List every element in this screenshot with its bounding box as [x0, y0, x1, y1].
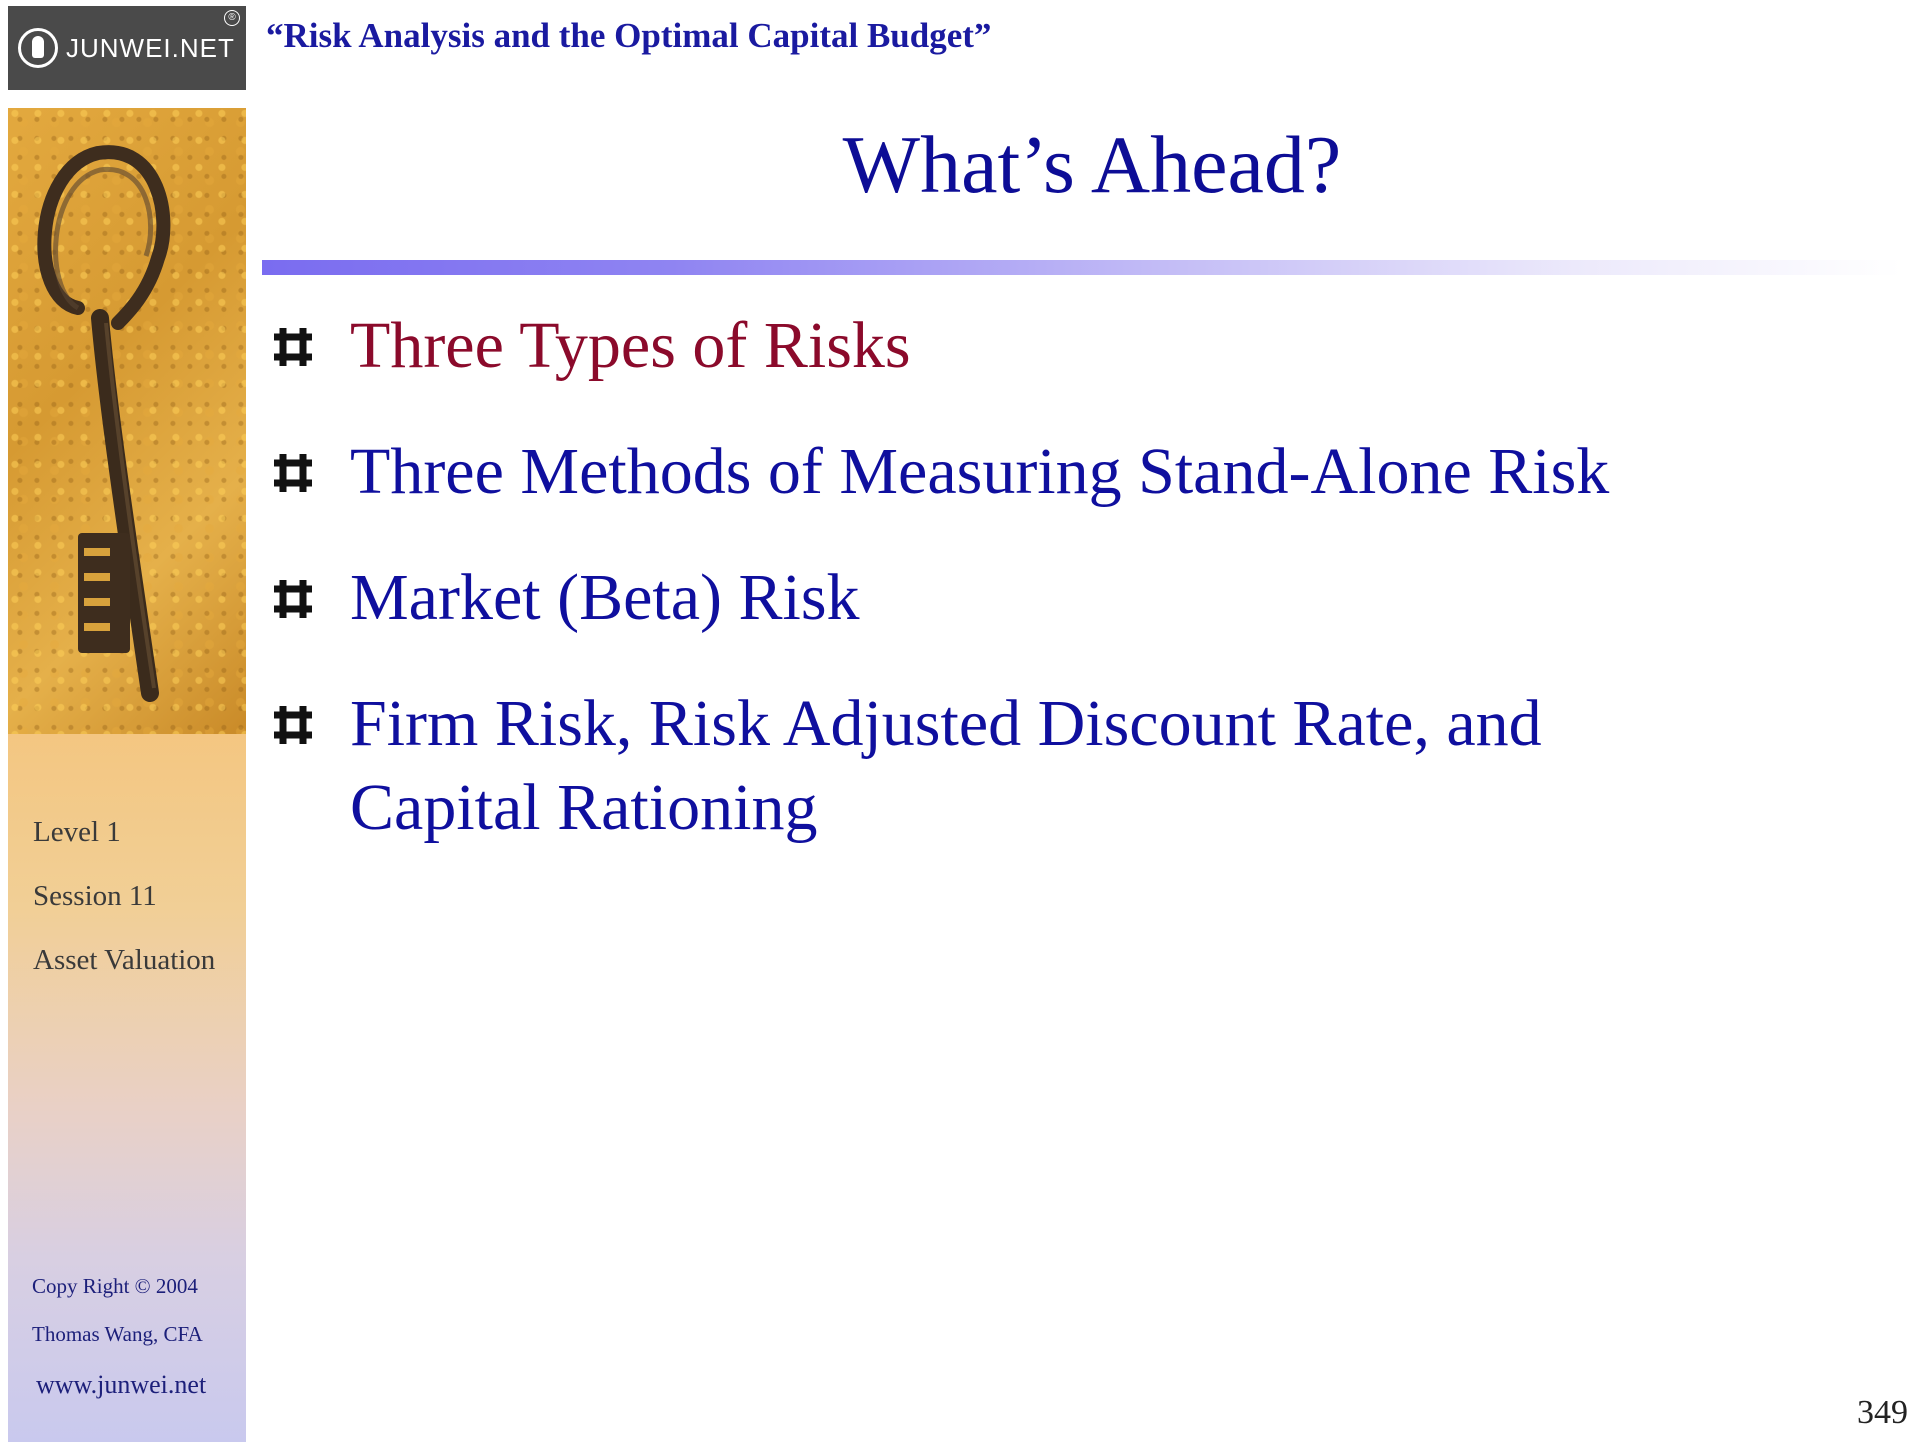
- bullet-item: [272, 430, 1609, 514]
- sidebar-session: Session 11: [33, 880, 157, 912]
- bullet-text: Market (Beta) Risk: [350, 561, 860, 634]
- hash-bullet-icon: [272, 452, 314, 494]
- logo-text: JUNWEI.NET: [66, 32, 235, 63]
- hash-bullet-icon: [272, 326, 314, 368]
- bullet-text: Firm Risk, Risk Adjusted Discount Rate, and Capital Rationing: [350, 687, 1542, 844]
- sidebar-author: Thomas Wang, CFA: [32, 1322, 203, 1346]
- bullet-text: Three Types of Risks: [350, 309, 911, 382]
- bullet-item: [272, 556, 860, 640]
- sidebar-topic: Asset Valuation: [33, 944, 216, 976]
- sidebar-level: Level 1: [33, 816, 121, 848]
- hash-bullet-icon: [272, 704, 314, 746]
- antique-key-icon: [8, 108, 246, 734]
- sidebar: [8, 108, 246, 1442]
- registered-mark-icon: ®: [224, 10, 240, 26]
- sidebar-website-link[interactable]: www.junwei.net: [36, 1370, 207, 1399]
- logo-bar: [8, 6, 246, 90]
- key-photo: [8, 108, 246, 734]
- hash-bullet-icon: [272, 578, 314, 620]
- course-title: “Risk Analysis and the Optimal Capital Budget”: [266, 16, 992, 55]
- bullet-text: Three Methods of Measuring Stand-Alone Risk: [350, 435, 1610, 508]
- sidebar-copyright: Copy Right © 2004: [32, 1274, 198, 1298]
- bullet-item: [272, 304, 911, 388]
- slide-title: What’s Ahead?: [842, 119, 1342, 210]
- junwei-logo-icon: [18, 28, 58, 68]
- page-number: 349: [1857, 1394, 1908, 1431]
- title-divider: [262, 260, 1902, 275]
- bullet-item: [272, 682, 1542, 850]
